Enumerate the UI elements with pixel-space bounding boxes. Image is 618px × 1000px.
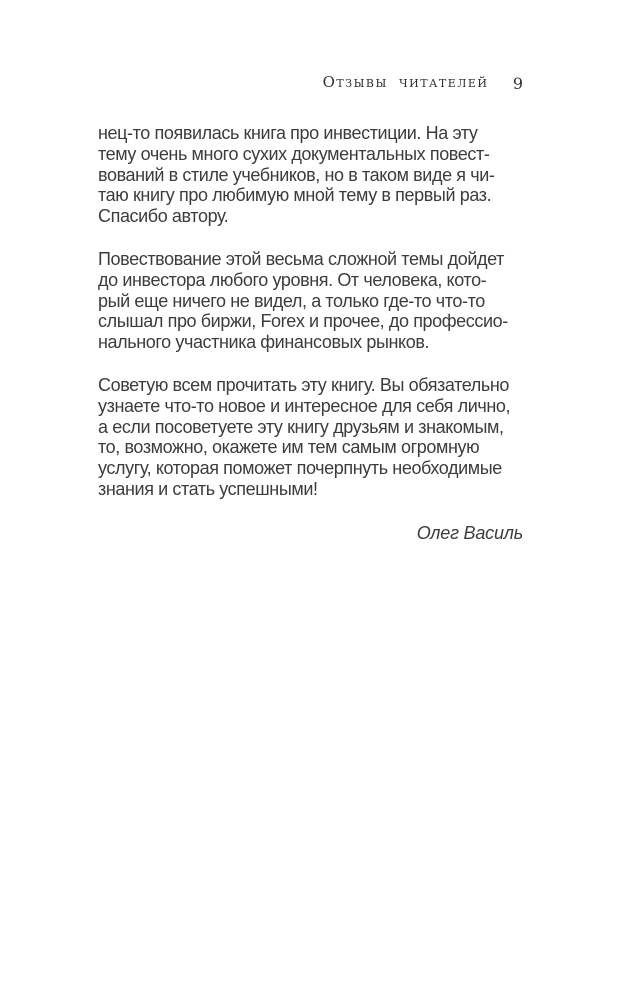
text-line: а если посоветуете эту книгу друзьям и знакомым, [98,416,504,437]
paragraph [98,249,528,353]
page-header [98,72,523,91]
text-line: нального участника финансовых рынков. [98,332,430,353]
text-line: услугу, которая поможет почерпнуть необходимые [98,458,502,479]
text-line: таю книгу про любимую мной тему в первый раз. [98,185,492,206]
paragraph [98,123,528,227]
text-line: нец-то появилась книга про инвестиции. На эту [98,123,478,143]
text-line: узнаете что-то новое и интересное для себя лично, [98,395,511,416]
author-signature: Олег Василь [416,523,523,543]
text-line: Советую всем прочитать эту книгу. Вы обязательно [98,374,510,395]
text-line: то, возможно, окажете им тем самым огромную [98,437,480,458]
text-line: до инвестора любого уровня. От человека, кото- [98,269,487,290]
text-line: рый еще ничего не видел, а только где-то что-то [98,290,485,311]
text-line: тему очень много сухих документальных повест- [98,143,490,164]
body-text [98,123,528,522]
paragraph [98,375,528,500]
text-line: вований в стиле учебников, но в таком виде я чи- [98,164,495,185]
text-line: Повествование этой весьма сложной темы дойдет [98,248,505,269]
text-line: знания и стать успешными! [98,478,318,499]
running-title: Отзывы читателей [322,73,489,91]
page-number: 9 [512,74,523,93]
text-line: Спасибо автору. [98,206,229,227]
text-line: слышал про биржи, Forex и прочее, до профессио- [98,311,508,332]
